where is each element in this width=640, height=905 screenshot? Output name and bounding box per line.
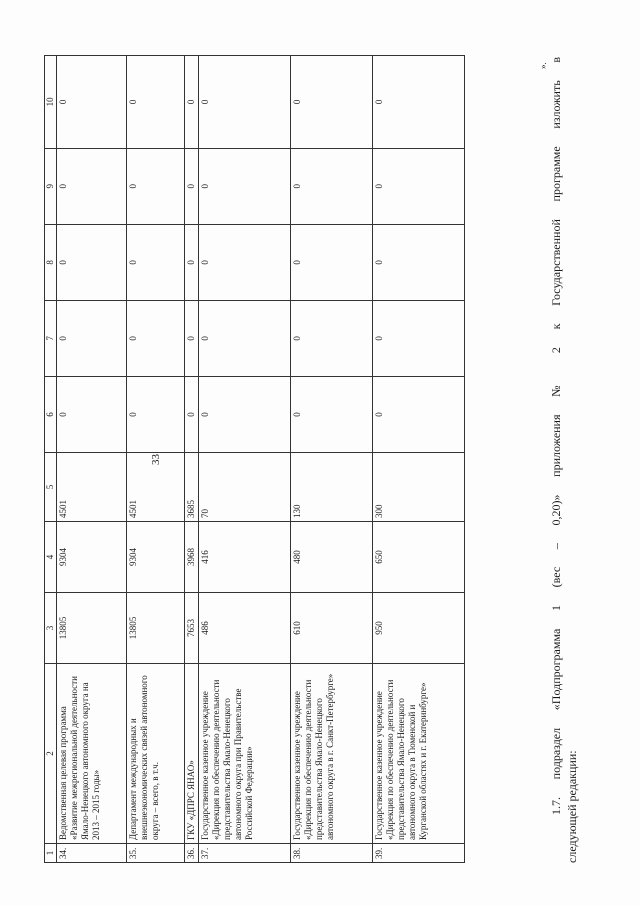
value-cell: 0 bbox=[199, 56, 291, 149]
value-cell: 0 bbox=[291, 224, 373, 300]
value-cell: 0 bbox=[291, 300, 373, 376]
table-row bbox=[57, 56, 127, 863]
header-cell: 2 bbox=[45, 664, 57, 844]
header-cell: 7 bbox=[45, 300, 57, 376]
value-cell: 3685 bbox=[185, 453, 199, 522]
value-cell: 300 bbox=[373, 453, 465, 522]
value-cell: 4501 bbox=[57, 453, 127, 522]
value-cell: 650 bbox=[373, 522, 465, 593]
row-number: 36. bbox=[185, 844, 199, 863]
table-row bbox=[127, 56, 185, 863]
page-number: 33 bbox=[150, 454, 162, 465]
value-cell: 4501 bbox=[127, 453, 185, 522]
value-cell: 0 bbox=[57, 56, 127, 149]
row-name: ГКУ «ДПРС ЯНАО» bbox=[185, 664, 199, 844]
closing-quote-mark: ». bbox=[538, 62, 548, 69]
value-cell: 0 bbox=[373, 148, 465, 224]
row-number: 39. bbox=[373, 844, 465, 863]
value-cell: 3968 bbox=[185, 522, 199, 593]
row-name: Ведомственная целевая программа «Развитие межрегиональной деятельности Ямало-Ненецкого автономного округа на 2013 – 2015 годы» bbox=[57, 664, 127, 844]
value-cell: 0 bbox=[127, 56, 185, 149]
value-cell: 9304 bbox=[57, 522, 127, 593]
header-cell: 1 bbox=[45, 844, 57, 863]
table-header-row bbox=[45, 56, 57, 863]
header-cell: 3 bbox=[45, 593, 57, 664]
value-cell: 13805 bbox=[127, 593, 185, 664]
amendment-line-2: следующей редакции: bbox=[565, 750, 579, 863]
value-cell: 0 bbox=[373, 224, 465, 300]
value-cell: 480 bbox=[291, 522, 373, 593]
value-cell: 0 bbox=[199, 376, 291, 452]
value-cell: 0 bbox=[57, 300, 127, 376]
table-row bbox=[291, 56, 373, 863]
value-cell: 70 bbox=[199, 453, 291, 522]
row-name: Государственное казенное учреждение «Дирекция по обеспечению деятельности представительства Ямало-Ненецкого автономного округа в г. Санкт-Петербурге» bbox=[291, 664, 373, 844]
value-cell: 0 bbox=[57, 376, 127, 452]
value-cell: 0 bbox=[199, 224, 291, 300]
value-cell: 13805 bbox=[57, 593, 127, 664]
value-cell: 0 bbox=[57, 148, 127, 224]
value-cell: 0 bbox=[291, 376, 373, 452]
table-row bbox=[373, 56, 465, 863]
value-cell: 0 bbox=[127, 148, 185, 224]
header-cell: 6 bbox=[45, 376, 57, 452]
row-number: 37. bbox=[199, 844, 291, 863]
row-name: Департамент международных и внешнеэкономических связей автономного округа – всего, в т.ч. bbox=[127, 664, 185, 844]
header-cell: 5 bbox=[45, 453, 57, 522]
value-cell: 9304 bbox=[127, 522, 185, 593]
header-cell: 4 bbox=[45, 522, 57, 593]
value-cell: 0 bbox=[373, 300, 465, 376]
value-cell: 0 bbox=[127, 224, 185, 300]
row-name: Государственное казенное учреждение «Дирекция по обеспечению деятельности представительства Ямало-Ненецкого автономного округа при Правительстве Российской Федерации» bbox=[199, 664, 291, 844]
value-cell: 7653 bbox=[185, 593, 199, 664]
table-row bbox=[185, 56, 199, 863]
value-cell: 950 bbox=[373, 593, 465, 664]
header-cell: 8 bbox=[45, 224, 57, 300]
value-cell: 486 bbox=[199, 593, 291, 664]
value-cell: 0 bbox=[127, 300, 185, 376]
row-number: 38. bbox=[291, 844, 373, 863]
value-cell: 0 bbox=[291, 56, 373, 149]
row-number: 34. bbox=[57, 844, 127, 863]
budget-table bbox=[44, 55, 465, 863]
value-cell: 0 bbox=[127, 376, 185, 452]
header-cell: 9 bbox=[45, 148, 57, 224]
value-cell: 0 bbox=[199, 148, 291, 224]
value-cell: 0 bbox=[57, 224, 127, 300]
value-cell: 0 bbox=[185, 224, 199, 300]
value-cell: 0 bbox=[185, 300, 199, 376]
header-cell: 10 bbox=[45, 56, 57, 149]
value-cell: 0 bbox=[199, 300, 291, 376]
value-cell: 0 bbox=[185, 56, 199, 149]
amendment-paragraph bbox=[548, 57, 580, 863]
value-cell: 416 bbox=[199, 522, 291, 593]
amendment-line-1: 1.7. подраздел «Подпрограмма 1 (вес – 0,20)» приложения № 2 к Государственной программе изложить в bbox=[549, 57, 563, 815]
value-cell: 0 bbox=[185, 148, 199, 224]
value-cell: 130 bbox=[291, 453, 373, 522]
value-cell: 610 bbox=[291, 593, 373, 664]
row-name: Государственное казенное учреждение «Дирекция по обеспечению деятельности представительства Ямало-Ненецкого автономного округа в Тюменской и Курганской областях и г. Екатеринбурге» bbox=[373, 664, 465, 844]
table-row bbox=[199, 56, 291, 863]
row-number: 35. bbox=[127, 844, 185, 863]
value-cell: 0 bbox=[291, 148, 373, 224]
value-cell: 0 bbox=[373, 376, 465, 452]
value-cell: 0 bbox=[373, 56, 465, 149]
value-cell: 0 bbox=[185, 376, 199, 452]
